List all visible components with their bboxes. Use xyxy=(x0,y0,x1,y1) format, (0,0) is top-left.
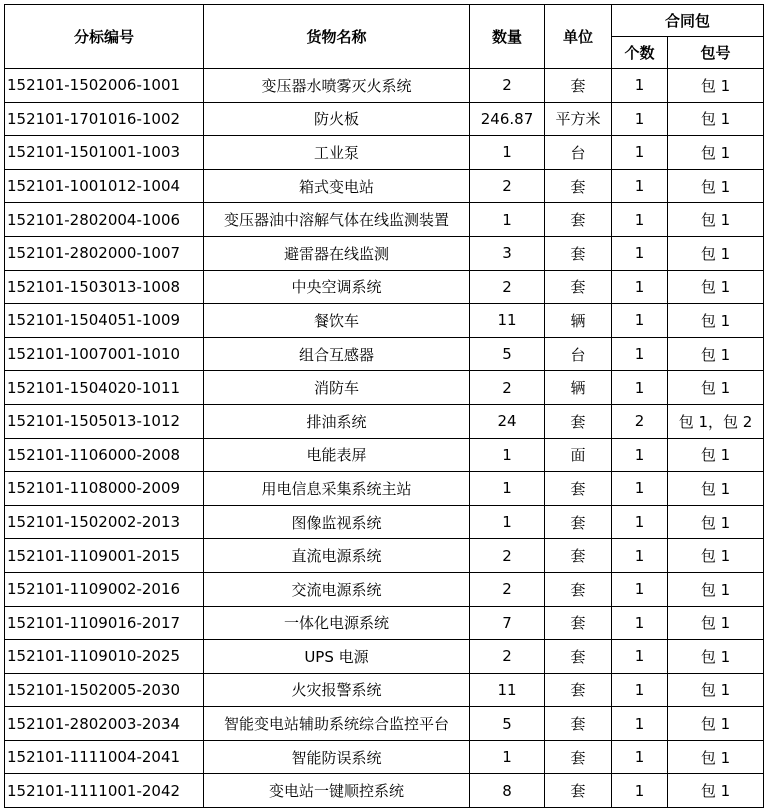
cell-count: 1 xyxy=(612,438,668,472)
cell-code: 152101-1111004-2041 xyxy=(5,740,204,774)
table-row xyxy=(5,203,764,237)
cell-count: 1 xyxy=(612,337,668,371)
cell-count: 1 xyxy=(612,707,668,741)
cell-count: 1 xyxy=(612,169,668,203)
table-row xyxy=(5,136,764,170)
cell-name: 工业泵 xyxy=(204,136,470,170)
cell-pkg: 包 1 xyxy=(668,337,764,371)
table-row xyxy=(5,371,764,405)
cell-qty: 246.87 xyxy=(470,102,545,136)
cell-pkg: 包 1 xyxy=(668,774,764,808)
cell-qty: 24 xyxy=(470,404,545,438)
cell-count: 1 xyxy=(612,740,668,774)
cell-unit: 套 xyxy=(545,236,612,270)
table-row xyxy=(5,539,764,573)
cell-count: 1 xyxy=(612,236,668,270)
cell-qty: 2 xyxy=(470,69,545,103)
cell-unit: 套 xyxy=(545,69,612,103)
cell-pkg: 包 1 xyxy=(668,673,764,707)
cell-pkg: 包 1 xyxy=(668,640,764,674)
header-name: 货物名称 xyxy=(204,5,470,69)
cell-name: 避雷器在线监测 xyxy=(204,236,470,270)
cell-name: 变压器水喷雾灭火系统 xyxy=(204,69,470,103)
table-row xyxy=(5,673,764,707)
cell-unit: 套 xyxy=(545,270,612,304)
cell-count: 2 xyxy=(612,404,668,438)
cell-pkg: 包 1 xyxy=(668,136,764,170)
cell-name: 直流电源系统 xyxy=(204,539,470,573)
cell-qty: 2 xyxy=(470,169,545,203)
table-row xyxy=(5,707,764,741)
cell-code: 152101-1108000-2009 xyxy=(5,472,204,506)
cell-code: 152101-1504051-1009 xyxy=(5,304,204,338)
cell-code: 152101-1502005-2030 xyxy=(5,673,204,707)
cell-pkg: 包 1 xyxy=(668,102,764,136)
cell-count: 1 xyxy=(612,673,668,707)
cell-unit: 套 xyxy=(545,203,612,237)
cell-qty: 1 xyxy=(470,740,545,774)
cell-name: 交流电源系统 xyxy=(204,572,470,606)
cell-count: 1 xyxy=(612,270,668,304)
table-row xyxy=(5,505,764,539)
cell-code: 152101-2802003-2034 xyxy=(5,707,204,741)
cell-pkg: 包 1 xyxy=(668,438,764,472)
cell-name: 箱式变电站 xyxy=(204,169,470,203)
cell-pkg: 包 1 xyxy=(668,707,764,741)
cell-code: 152101-1111001-2042 xyxy=(5,774,204,808)
cell-unit: 套 xyxy=(545,606,612,640)
cell-unit: 辆 xyxy=(545,371,612,405)
table-row xyxy=(5,69,764,103)
cell-pkg: 包 1 xyxy=(668,69,764,103)
cell-code: 152101-1501001-1003 xyxy=(5,136,204,170)
cell-unit: 套 xyxy=(545,505,612,539)
cell-unit: 台 xyxy=(545,337,612,371)
cell-pkg: 包 1 xyxy=(668,606,764,640)
cell-count: 1 xyxy=(612,606,668,640)
cell-qty: 2 xyxy=(470,539,545,573)
table-row xyxy=(5,169,764,203)
cell-unit: 套 xyxy=(545,169,612,203)
cell-count: 1 xyxy=(612,774,668,808)
table-row xyxy=(5,102,764,136)
cell-code: 152101-1109002-2016 xyxy=(5,572,204,606)
cell-pkg: 包 1 xyxy=(668,572,764,606)
cell-qty: 1 xyxy=(470,203,545,237)
cell-count: 1 xyxy=(612,69,668,103)
cell-name: 用电信息采集系统主站 xyxy=(204,472,470,506)
cell-name: UPS 电源 xyxy=(204,640,470,674)
cell-pkg: 包 1 xyxy=(668,472,764,506)
table-row xyxy=(5,472,764,506)
table-row xyxy=(5,606,764,640)
cell-pkg: 包 1 xyxy=(668,203,764,237)
cell-code: 152101-1502006-1001 xyxy=(5,69,204,103)
cell-count: 1 xyxy=(612,640,668,674)
cell-count: 1 xyxy=(612,102,668,136)
table-row xyxy=(5,774,764,808)
cell-unit: 平方米 xyxy=(545,102,612,136)
table-row xyxy=(5,304,764,338)
cell-name: 火灾报警系统 xyxy=(204,673,470,707)
cell-qty: 2 xyxy=(470,270,545,304)
cell-code: 152101-1504020-1011 xyxy=(5,371,204,405)
header-contract-pkg: 合同包 xyxy=(612,5,764,37)
table-row xyxy=(5,337,764,371)
cell-unit: 套 xyxy=(545,707,612,741)
cell-count: 1 xyxy=(612,136,668,170)
cell-pkg: 包 1，包 2 xyxy=(668,404,764,438)
cell-unit: 套 xyxy=(545,740,612,774)
cell-name: 餐饮车 xyxy=(204,304,470,338)
cell-name: 排油系统 xyxy=(204,404,470,438)
table-row xyxy=(5,438,764,472)
cell-unit: 套 xyxy=(545,640,612,674)
header-qty: 数量 xyxy=(470,5,545,69)
cell-qty: 3 xyxy=(470,236,545,270)
table-row xyxy=(5,404,764,438)
header-pkg-no: 包号 xyxy=(668,37,764,69)
cell-qty: 2 xyxy=(470,640,545,674)
cell-count: 1 xyxy=(612,572,668,606)
cell-unit: 套 xyxy=(545,404,612,438)
cell-qty: 1 xyxy=(470,505,545,539)
cell-qty: 8 xyxy=(470,774,545,808)
cell-code: 152101-1503013-1008 xyxy=(5,270,204,304)
cell-name: 组合互感器 xyxy=(204,337,470,371)
cell-qty: 1 xyxy=(470,438,545,472)
cell-count: 1 xyxy=(612,304,668,338)
cell-qty: 7 xyxy=(470,606,545,640)
cell-code: 152101-1502002-2013 xyxy=(5,505,204,539)
cell-name: 智能变电站辅助系统综合监控平台 xyxy=(204,707,470,741)
cell-unit: 套 xyxy=(545,673,612,707)
goods-table xyxy=(4,4,764,808)
table-row xyxy=(5,270,764,304)
cell-name: 一体化电源系统 xyxy=(204,606,470,640)
cell-code: 152101-1109001-2015 xyxy=(5,539,204,573)
cell-qty: 11 xyxy=(470,673,545,707)
cell-count: 1 xyxy=(612,371,668,405)
cell-unit: 套 xyxy=(545,539,612,573)
header-count: 个数 xyxy=(612,37,668,69)
table-row xyxy=(5,236,764,270)
cell-name: 图像监视系统 xyxy=(204,505,470,539)
cell-qty: 2 xyxy=(470,371,545,405)
cell-count: 1 xyxy=(612,505,668,539)
cell-pkg: 包 1 xyxy=(668,371,764,405)
cell-qty: 5 xyxy=(470,707,545,741)
cell-count: 1 xyxy=(612,472,668,506)
header-unit: 单位 xyxy=(545,5,612,69)
header-row xyxy=(5,5,764,37)
cell-code: 152101-1701016-1002 xyxy=(5,102,204,136)
header-code: 分标编号 xyxy=(5,5,204,69)
cell-unit: 辆 xyxy=(545,304,612,338)
cell-count: 1 xyxy=(612,203,668,237)
cell-code: 152101-1007001-1010 xyxy=(5,337,204,371)
cell-pkg: 包 1 xyxy=(668,505,764,539)
cell-unit: 面 xyxy=(545,438,612,472)
cell-code: 152101-1001012-1004 xyxy=(5,169,204,203)
cell-code: 152101-2802004-1006 xyxy=(5,203,204,237)
cell-pkg: 包 1 xyxy=(668,304,764,338)
cell-count: 1 xyxy=(612,539,668,573)
cell-qty: 2 xyxy=(470,572,545,606)
cell-name: 防火板 xyxy=(204,102,470,136)
cell-unit: 套 xyxy=(545,472,612,506)
table-body xyxy=(5,69,764,808)
cell-name: 变压器油中溶解气体在线监测装置 xyxy=(204,203,470,237)
cell-name: 中央空调系统 xyxy=(204,270,470,304)
cell-name: 消防车 xyxy=(204,371,470,405)
cell-code: 152101-1109010-2025 xyxy=(5,640,204,674)
cell-name: 智能防误系统 xyxy=(204,740,470,774)
cell-code: 152101-1106000-2008 xyxy=(5,438,204,472)
cell-code: 152101-1505013-1012 xyxy=(5,404,204,438)
cell-pkg: 包 1 xyxy=(668,169,764,203)
cell-qty: 5 xyxy=(470,337,545,371)
cell-qty: 11 xyxy=(470,304,545,338)
cell-unit: 台 xyxy=(545,136,612,170)
cell-pkg: 包 1 xyxy=(668,270,764,304)
cell-pkg: 包 1 xyxy=(668,236,764,270)
cell-code: 152101-1109016-2017 xyxy=(5,606,204,640)
table-row xyxy=(5,740,764,774)
table-row xyxy=(5,640,764,674)
cell-qty: 1 xyxy=(470,136,545,170)
table-row xyxy=(5,572,764,606)
cell-name: 电能表屏 xyxy=(204,438,470,472)
cell-unit: 套 xyxy=(545,774,612,808)
cell-code: 152101-2802000-1007 xyxy=(5,236,204,270)
cell-pkg: 包 1 xyxy=(668,539,764,573)
cell-qty: 1 xyxy=(470,472,545,506)
cell-pkg: 包 1 xyxy=(668,740,764,774)
cell-name: 变电站一键顺控系统 xyxy=(204,774,470,808)
cell-unit: 套 xyxy=(545,572,612,606)
